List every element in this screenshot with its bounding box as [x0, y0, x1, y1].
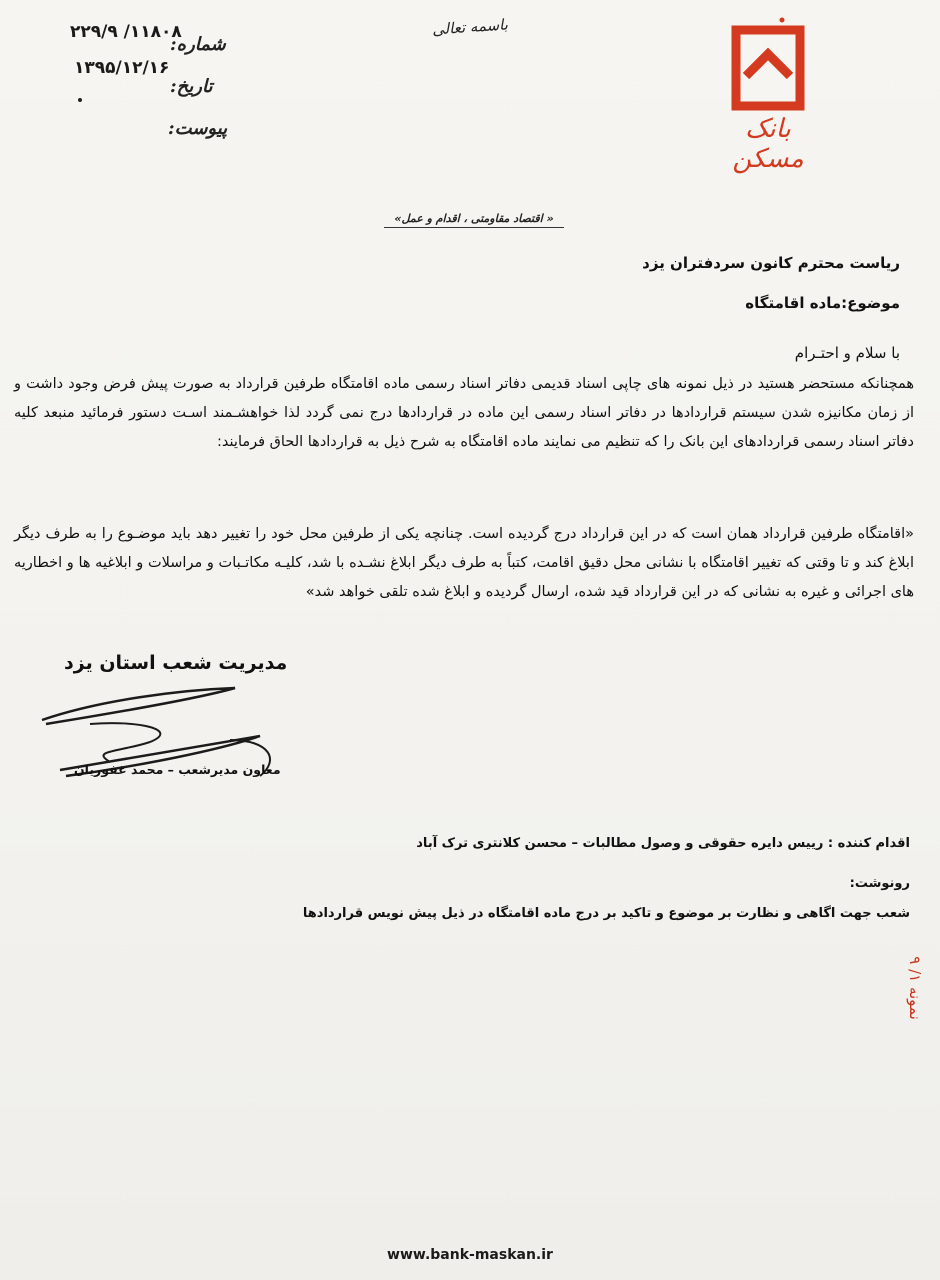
bismillah: باسمه تعالی	[431, 15, 509, 39]
ink-dot	[78, 98, 82, 102]
signature-title: مدیریت شعب استان یزد	[64, 652, 288, 674]
website-url: www.bank-maskan.ir	[387, 1247, 553, 1263]
signatory-name: معاون مدیرشعب – محمد غفوریان	[74, 762, 281, 777]
letter-number: ۲۲۹/۹ /۱۱۸۰۸	[70, 22, 182, 42]
side-note-text: نمونه ۱/ ۹	[906, 956, 924, 1020]
slogan: « اقتصاد مقاومتی ، اقدام و عمل»	[384, 212, 564, 228]
cc-label: رونوشت:	[849, 876, 910, 891]
body-paragraph: همچنانکه مستحضر هستید در ذیل نمونه های چاپی اسناد قدیمی دفاتر اسناد رسمی ماده اقامتگاه طرفین قرارداد به صورت پیش فرض وجود داشت و از زمان مکانیزه شدن سیستم قراردادها در دفاتر اسناد رسمی این ماده در قراردادها درج نمی گردد لذا خواهشـمند اسـت دستور فرمائید منبعد کلیه دفاتر اسناد رسمی قراردادهای این بانک را که تنظیم می نمایند ماده اقامتگاه به شرح ذیل به قراردادها الحاق فرمایند:	[14, 376, 914, 450]
letter-date: ۱۳۹۵/۱۲/۱۶	[74, 58, 170, 78]
attachment-label: پیوست:	[168, 118, 228, 139]
action-by: اقدام کننده : رییس دایره حقوقی و وصول مطالبات – محسن کلانتری ترک آباد	[416, 836, 910, 851]
bank-logo	[720, 14, 816, 174]
residence-clause: «اقامتگاه طرفین قرارداد همان است که در این قرارداد درج گردیده است. چنانچه یکی از طرفین محل خود را تغییر دهد باید موضـوع را به طرف دیگر ابلاغ کند و تا وقتی که تغییر اقامتگاه با نشانی محل دقیق اقامت، کتباً به طرف دیگر ابلاغ نشـده با شد، کلیـه مکاتـبات و مراسلات و ابلاغیه ها و اخطاریه های اجرائی و غیره به نشانی که در این قرارداد قید شده، ارسال گردیده و ابلاغ شده تلقی خواهد شد»	[14, 526, 914, 600]
bank-logo-text: بانک مسکن	[732, 114, 804, 174]
subject: موضوع:ماده اقامتگاه	[745, 294, 900, 312]
date-label: تاریخ:	[170, 76, 213, 97]
greeting: با سلام و احتـرام	[794, 344, 900, 362]
cc-text: شعب جهت اگاهی و نظارت بر موضوع و تاکید بر درج ماده اقامتگاه در ذیل پیش نویس قراردادها	[302, 906, 910, 921]
number-label: شماره:	[170, 34, 226, 55]
bank-house-logo-icon	[720, 14, 816, 114]
recipient: ریاست محترم کانون سردفتران یزد	[642, 254, 900, 272]
side-note	[896, 938, 924, 1038]
